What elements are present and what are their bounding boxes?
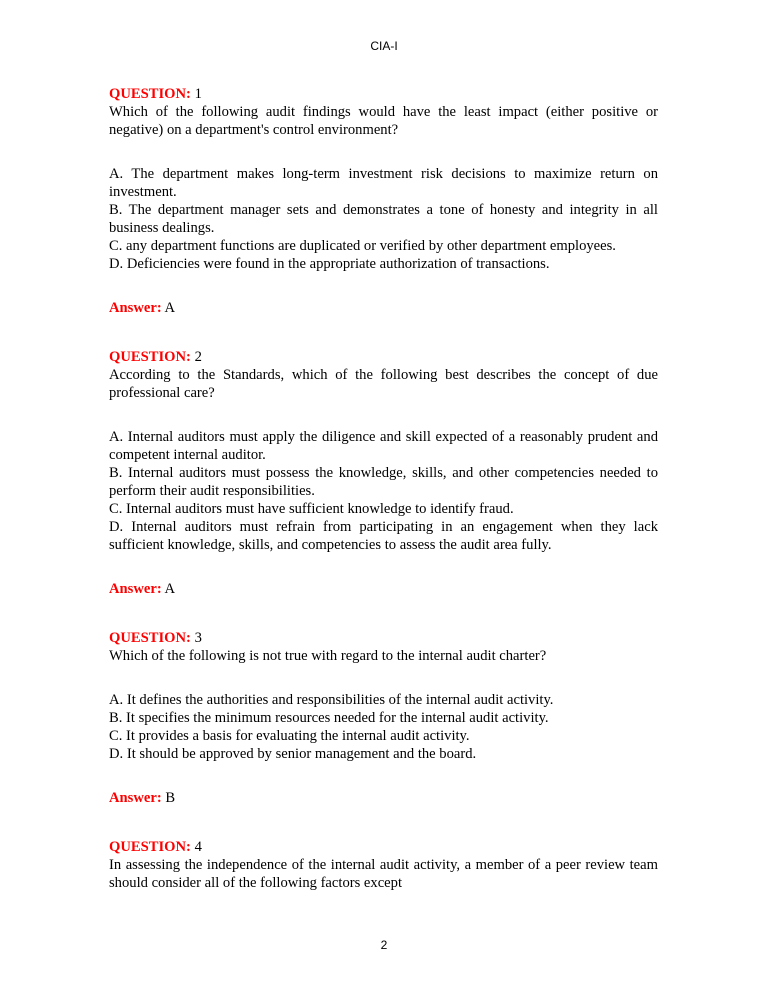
answer-value: A xyxy=(164,581,176,597)
option-b: B. The department manager sets and demonstrates a tone of honesty and integrity in all business dealings. xyxy=(109,202,658,236)
question-heading xyxy=(109,838,658,856)
question-text: In assessing the independence of the internal audit activity, a member of a peer review team should consider all of the following factors except xyxy=(109,857,658,891)
answer-label: Answer: xyxy=(109,790,162,806)
question-block xyxy=(109,348,658,598)
answer-label: Answer: xyxy=(109,581,162,597)
answer-line xyxy=(109,580,658,598)
options-list xyxy=(109,165,658,273)
question-label: QUESTION: xyxy=(109,630,191,646)
option-b: B. Internal auditors must possess the knowledge, skills, and other competencies needed to perform their audit responsibilities. xyxy=(109,465,658,499)
page-number: 2 xyxy=(380,938,388,952)
question-text: According to the Standards, which of the following best describes the concept of due professional care? xyxy=(109,367,658,401)
document-body xyxy=(109,85,658,923)
option-a: A. Internal auditors must apply the diligence and skill expected of a reasonably prudent and competent internal auditor. xyxy=(109,429,658,463)
question-text: Which of the following is not true with regard to the internal audit charter? xyxy=(109,648,547,664)
question-number: 2 xyxy=(194,349,202,365)
option-a: A. The department makes long-term investment risk decisions to maximize return on investment. xyxy=(109,166,658,200)
answer-label: Answer: xyxy=(109,300,162,316)
option-c: C. It provides a basis for evaluating the internal audit activity. xyxy=(109,728,470,744)
answer-line xyxy=(109,789,658,807)
question-heading xyxy=(109,348,658,366)
question-label: QUESTION: xyxy=(109,349,191,365)
question-number: 3 xyxy=(194,630,202,646)
question-label: QUESTION: xyxy=(109,839,191,855)
option-d: D. Deficiencies were found in the appropriate authorization of transactions. xyxy=(109,256,550,272)
question-label: QUESTION: xyxy=(109,86,191,102)
option-c: C. Internal auditors must have sufficient knowledge to identify fraud. xyxy=(109,501,514,517)
question-heading xyxy=(109,629,658,647)
option-a: A. It defines the authorities and responsibilities of the internal audit activity. xyxy=(109,692,554,708)
question-number: 4 xyxy=(194,839,202,855)
question-block xyxy=(109,85,658,317)
answer-line xyxy=(109,299,658,317)
option-c: C. any department functions are duplicated or verified by other department employees. xyxy=(109,238,616,254)
options-list xyxy=(109,428,658,554)
options-list xyxy=(109,691,658,763)
answer-value: B xyxy=(165,790,176,806)
option-b: B. It specifies the minimum resources needed for the internal audit activity. xyxy=(109,710,549,726)
option-d: D. Internal auditors must refrain from participating in an engagement when they lack sufficient knowledge, skills, and competencies to assess the audit area fully. xyxy=(109,519,658,553)
option-d: D. It should be approved by senior management and the board. xyxy=(109,746,477,762)
page-header: CIA-I xyxy=(370,39,398,53)
question-number: 1 xyxy=(194,86,202,102)
question-block xyxy=(109,838,658,892)
answer-value: A xyxy=(164,300,176,316)
question-block xyxy=(109,629,658,807)
question-text: Which of the following audit findings would have the least impact (either positive or negative) on a department's control environment? xyxy=(109,104,658,138)
question-heading xyxy=(109,85,658,103)
